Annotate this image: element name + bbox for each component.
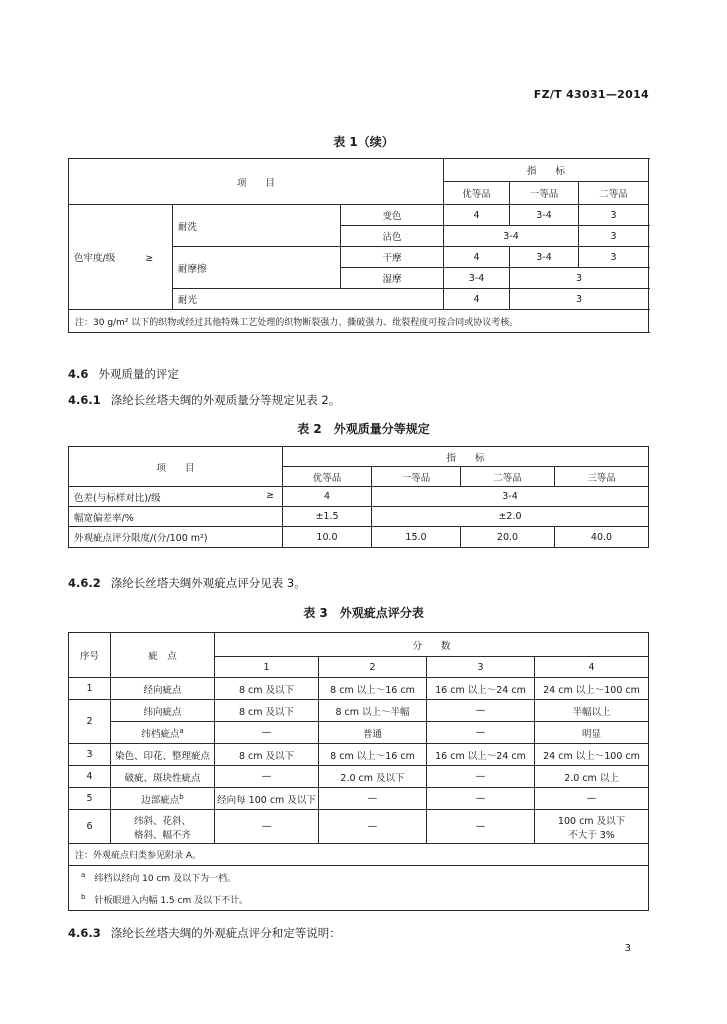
table3-footnotes (69, 866, 649, 911)
table-cell: — (427, 722, 535, 744)
table3-note: 注：外观疵点归类参见附录 A。 (69, 844, 649, 866)
table-cell: 8 cm 及以下 (215, 744, 319, 766)
table-cell: — (427, 766, 535, 788)
table-cell: — (319, 788, 427, 810)
table-cell: 3-4 (444, 268, 510, 289)
table1-light-label: 耐光 (173, 289, 444, 310)
table3-head-defect: 疵 点 (111, 633, 215, 678)
table-cell: 2.0 cm 以上 (535, 766, 649, 788)
table3-no: 5 (69, 788, 111, 810)
table-cell: ±1.5 (283, 507, 372, 527)
section-4-6-2: 4.6.2 涤纶长丝塔夫绸外观疵点评分见表 3。 (68, 576, 306, 590)
table2-row-label: 幅宽偏差率/% (69, 507, 283, 527)
table2-caption: 表 2 外观质量分等规定 (297, 422, 430, 436)
table1-head-item: 项 目 (69, 159, 444, 205)
table-cell: 8 cm 及以下 (215, 700, 319, 722)
table-cell: — (215, 722, 319, 744)
table-cell: — (427, 700, 535, 722)
table1-grade: 优等品 (444, 182, 510, 205)
table3-defect-name: 纬斜、花斜、 格斜、幅不齐 (111, 810, 215, 844)
table-cell: 100 cm 及以下 不大于 3% (535, 810, 649, 844)
table1 (68, 158, 649, 333)
table3-caption: 表 3 外观疵点评分表 (303, 606, 424, 620)
table-cell: 3-4 (510, 247, 579, 268)
table1-head-index: 指 标 (444, 159, 649, 182)
table-cell: 3 (510, 268, 649, 289)
table-cell: 3 (510, 289, 649, 310)
table-cell: 2.0 cm 及以下 (319, 766, 427, 788)
table3-footnote-b: $^b$ 针板眼进入内幅 1.5 cm 及以下不计。 (81, 893, 249, 906)
table-cell: 3-4 (510, 205, 579, 226)
table1-wash-stain-label: 沾色 (341, 226, 444, 247)
table-cell: 10.0 (283, 527, 372, 548)
table-cell: — (215, 766, 319, 788)
table3-score: 4 (535, 657, 649, 678)
table3-head-no: 序号 (69, 633, 111, 678)
table-cell: 40.0 (555, 527, 649, 548)
section-4-6-heading: 4.6 外观质量的评定 (68, 367, 179, 381)
table2-head-item: 项 目 (69, 447, 283, 487)
table3-no: 3 (69, 744, 111, 766)
table1-rub-wet-label: 湿摩 (341, 268, 444, 289)
table-cell: 3 (579, 247, 649, 268)
table1-rub-dry-label: 干摩 (341, 247, 444, 268)
table3-no: 4 (69, 766, 111, 788)
table3-head-score: 分 数 (215, 633, 649, 657)
section-4-6-1: 4.6.1 涤纶长丝塔夫绸的外观质量分等规定见表 2。 (68, 393, 341, 407)
table-cell: 4 (444, 247, 510, 268)
table-cell: — (215, 810, 319, 844)
table-cell: 3 (579, 205, 649, 226)
table1-caption: 表 1（续） (333, 135, 394, 149)
table-cell: 16 cm 以上～24 cm (427, 744, 535, 766)
table3-defect-name: 破疵、斑块性疵点 (111, 766, 215, 788)
table-cell: 8 cm 以上～16 cm (319, 678, 427, 700)
table-cell: 8 cm 以上～16 cm (319, 744, 427, 766)
table2-row-label: 色差(与标样对比)/级 ≥ (69, 487, 283, 507)
table2-grade: 二等品 (461, 467, 555, 487)
table3-no: 1 (69, 678, 111, 700)
table3-defect-name: 纬向疵点 (111, 700, 215, 722)
table1-group-label: 色牢度/级 ≥ (69, 205, 173, 310)
table3-defect-name: 经向疵点 (111, 678, 215, 700)
table-cell: 24 cm 以上～100 cm (535, 678, 649, 700)
table3 (68, 632, 649, 911)
table2-grade: 三等品 (555, 467, 649, 487)
table1-grade: 二等品 (579, 182, 649, 205)
table-cell: 24 cm 以上～100 cm (535, 744, 649, 766)
table-cell: 4 (444, 289, 510, 310)
table-cell: 4 (444, 205, 510, 226)
table-cell: 半幅以上 (535, 700, 649, 722)
table3-no: 2 (69, 700, 111, 744)
table2-defect-label: 外观疵点评分限度/(分/100 m²) (69, 527, 283, 548)
table3-footnote-a: $^a$ 纬档以经向 10 cm 及以下为一档。 (81, 871, 237, 884)
table-cell: 普通 (319, 722, 427, 744)
table1-wash-change-label: 变色 (341, 205, 444, 226)
table-cell: — (427, 810, 535, 844)
table3-defect-name: 边部疵点$^b$ (111, 788, 215, 810)
table3-score: 1 (215, 657, 319, 678)
standard-number: FZ/T 43031—2014 (533, 88, 649, 101)
table-cell: 8 cm 及以下 (215, 678, 319, 700)
table1-grade: 一等品 (510, 182, 579, 205)
table1-rub-label: 耐摩擦 (173, 247, 341, 289)
table3-defect-name: 染色、印花、整理疵点 (111, 744, 215, 766)
table-cell: 15.0 (372, 527, 461, 548)
table-cell: ±2.0 (372, 507, 649, 527)
table-cell: 16 cm 以上～24 cm (427, 678, 535, 700)
page-number: 3 (624, 943, 631, 954)
table1-wash-label: 耐洗 (173, 205, 341, 247)
table3-score: 2 (319, 657, 427, 678)
table-cell: 经向每 100 cm 及以下 (215, 788, 319, 810)
table-cell: 20.0 (461, 527, 555, 548)
table-cell: — (319, 810, 427, 844)
table-cell: 8 cm 以上～半幅 (319, 700, 427, 722)
table-cell: — (535, 788, 649, 810)
table-cell: — (427, 788, 535, 810)
table2-grade: 一等品 (372, 467, 461, 487)
table3-score: 3 (427, 657, 535, 678)
table2 (68, 446, 649, 548)
table-cell: 3 (579, 226, 649, 247)
table1-note: 注：30 g/m² 以下的织物或经过其他特殊工艺处理的织物断裂强力、撕破强力、纰裂程度可按合同或协议考核。 (69, 310, 649, 333)
table-cell: 4 (283, 487, 372, 507)
table3-no: 6 (69, 810, 111, 844)
table-cell: 3-4 (372, 487, 649, 507)
section-4-6-3: 4.6.3 涤纶长丝塔夫绸的外观疵点评分和定等说明： (68, 926, 341, 940)
table-cell: 3-4 (444, 226, 579, 247)
table3-defect-name: 纬档疵点$^a$ (111, 722, 215, 744)
table2-head-index: 指 标 (283, 447, 649, 467)
table2-grade: 优等品 (283, 467, 372, 487)
table-cell: 明显 (535, 722, 649, 744)
